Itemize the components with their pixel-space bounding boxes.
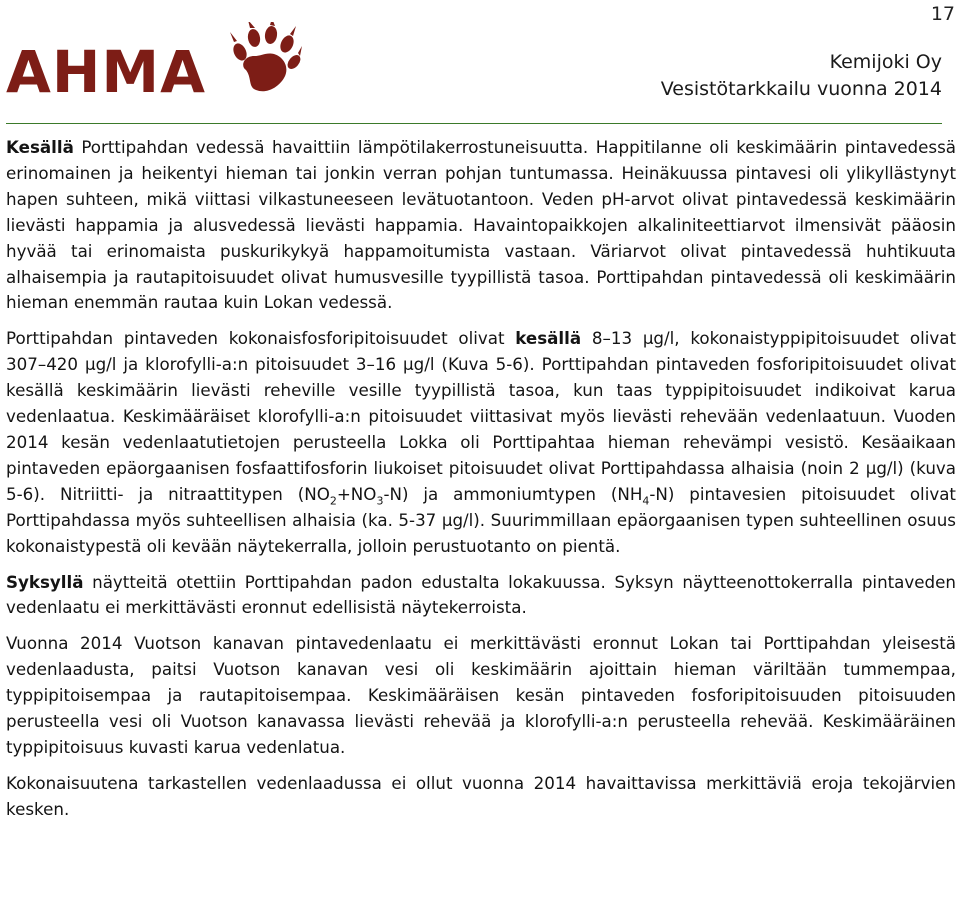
logo-wordmark: AHMA: [6, 38, 207, 106]
paragraph-summer-overview: [6, 135, 956, 316]
season-label-summer-bold: kesällä: [515, 328, 582, 349]
paragraph-text: -N) pintavesien pitoisuudet olivat Porttipahdassa myös suhteellisen alhaisia (ka. 5-37 µg/l). Suurimmillaan epäorgaanisen typen suhteellinen osuus kokonaistypestä oli kevään näytekerralla, jolloin perustuotanto on pientä.: [6, 483, 956, 556]
header-company-block: [661, 49, 942, 103]
paragraph-conclusion: Kokonaisuutena tarkastellen vedenlaadussa ei ollut vuonna 2014 havaittavissa merkittäviä eroja tekojärvien kesken.: [6, 772, 956, 819]
company-name: Kemijoki Oy: [829, 51, 942, 73]
paragraph-text: Porttipahdan pintaveden kokonaisfosforipitoisuudet olivat: [6, 328, 516, 349]
paragraph-autumn: [6, 570, 956, 622]
paw-print-icon: [226, 22, 302, 102]
subscript: 2: [329, 494, 337, 508]
subscript: 4: [642, 494, 650, 508]
page-header: [0, 0, 960, 125]
page-number: 17: [930, 3, 955, 25]
paragraph-text: +NO: [336, 483, 377, 504]
document-body: [6, 135, 956, 833]
header-divider: [6, 123, 942, 124]
report-title: Vesistötarkkailu vuonna 2014: [660, 78, 942, 100]
paragraph-text: näytteitä otettiin Porttipahdan padon edustalta lokakuussa. Syksyn näytteenottokerralla pintaveden vedenlaatu ei merkittävästi eronnut edellisistä näytekerroista.: [6, 571, 956, 618]
season-label-summer: Kesällä: [6, 137, 74, 157]
season-label-autumn: Syksyllä: [6, 571, 84, 592]
paragraph-text: 8–13 µg/l, kokonaistyppipitoisuudet olivat 307–420 µg/l ja klorofylli-a:n pitoisuudet 3–16 µg/l (Kuva 5-6). Porttipahdan pintaveden fosforipitoisuudet olivat kesällä keskimäärin lievästi reheville vesille tyypillistä tasoa, kun taas typpipitoisuudet indikoivat karua vedenlaatua. Keskimääräiset klorofylli-a:n pitoisuudet viittasivat myös lievästi rehevään vedenlaatuun. Vuoden 2014 kesän vedenlaatutietojen perusteella Lokka oli Porttipahtaa hieman rehevämpi vesistö. Kesäaikaan pintaveden epäorgaanisen fosfaattifosforin liukoiset pitoisuudet olivat Porttipahdassa alhaisia (noin 2 µg/l) (kuva 5-6). Nitriitti- ja nitraattitypen (NO: [6, 328, 957, 504]
paragraph-vuotso-canal: Vuonna 2014 Vuotson kanavan pintavedenlaatu ei merkittävästi eronnut Lokan tai Porttipahdan yleisestä vedenlaadusta, paitsi Vuotson kanavan vesi oli keskimäärin ajoittain hieman väriltään tummempaa, typpipitoisempaa ja rautapitoisempaa. Keskimääräisen kesän pintaveden fosforipitoisuuden pitoisuuden perusteella vesi oli Vuotson kanavassa lievästi rehevää ja klorofylli-a:n perusteella rehevää. Keskimääräinen typpipitoisuus kuvasti karua vedenlatua.: [6, 633, 956, 757]
subscript: 3: [376, 494, 384, 508]
paragraph-nutrients: [6, 326, 956, 559]
paragraph-text: Porttipahdan vedessä havaittiin lämpötilakerrostuneisuutta. Happitilanne oli keskimäärin pintavedessä erinomainen ja heikentyi hieman tai jonkin verran pohjan tuntumassa. Heinäkuussa pintavesi oli ylikyllästynyt hapen suhteen, mikä viittasi vilkastuneeseen levätuotantoon. Veden pH-arvot olivat pintavedessä keskimäärin lievästi happamia ja alusvedessä lievästi happamia. Havaintopaikkojen alkaliniteettiarvot ilmensivät pääosin hyvää tai erinomaista puskurikykyä happamoitumista vastaan. Väriarvot olivat pintavedessä huhtikuuta alhaisempia ja rautapitoisuudet olivat humusvesille tyypillistä tasoa. Porttipahdan pintavedessä oli keskimäärin hieman enemmän rautaa kuin Lokan vedessä.: [6, 137, 956, 313]
paragraph-text: -N) ja ammoniumtypen (NH: [383, 483, 643, 504]
ahma-logo: [6, 22, 296, 106]
